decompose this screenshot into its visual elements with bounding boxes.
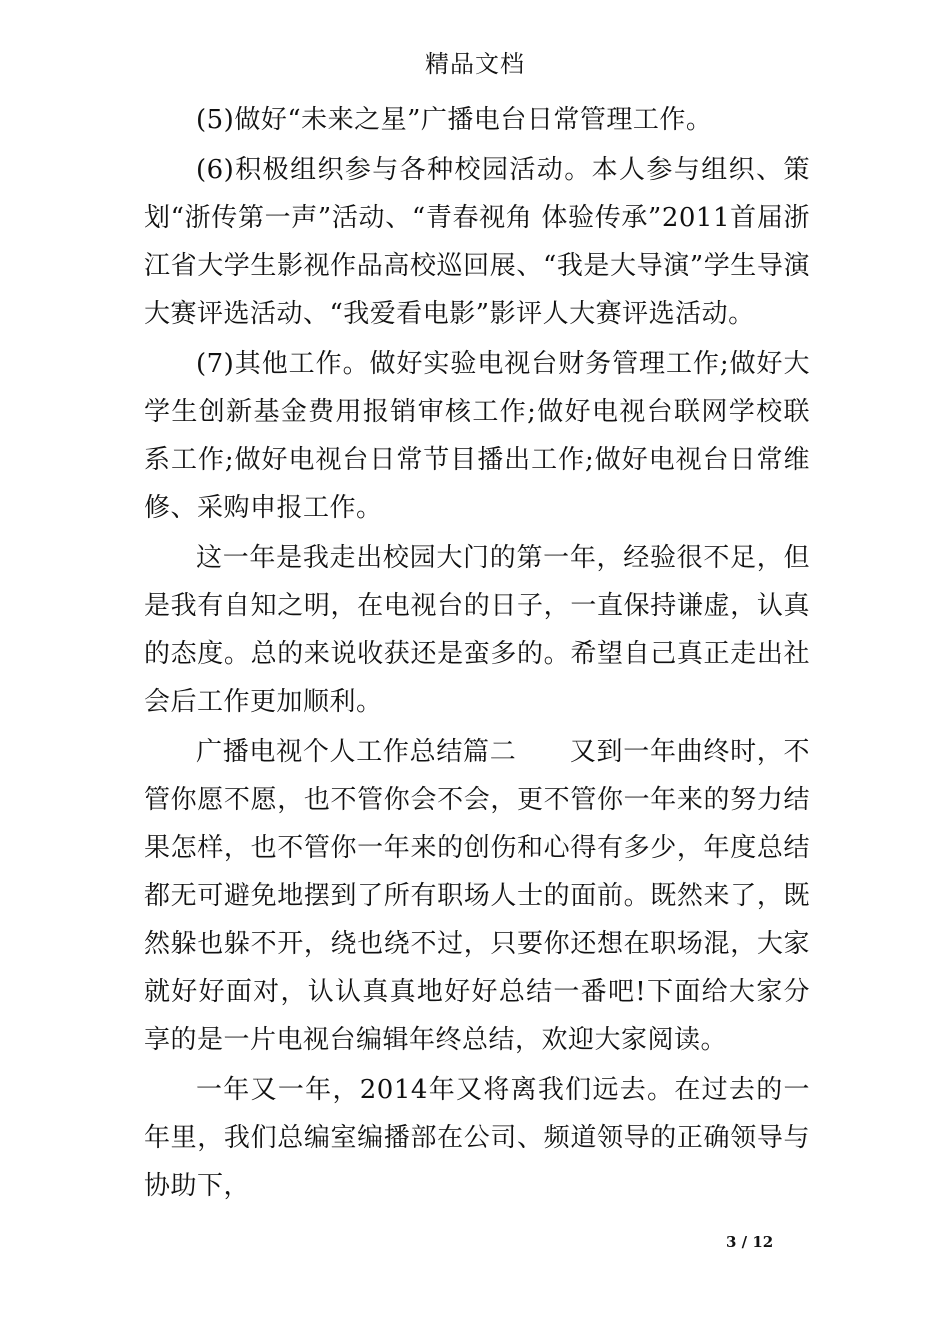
paragraph-part-two: 广播电视个人工作总结篇二 又到一年曲终时，不管你愿不愿，也不管你会不会，更不管你一年来的努力结果怎样，也不管你一年来的创伤和心得有多少，年度总结都无可避免地摆到了所有职场人士的面前。既然来了，既然躲也躲不开，绕也绕不过，只要你还想在职场混，大家就好好面对，认认真真地好好总结一番吧!下面给大家分享的是一片电视台编辑年终总结，欢迎大家阅读。: [144, 737, 810, 1056]
page-number: 3 / 12: [726, 1233, 774, 1251]
paragraph-7: (7)其他工作。做好实验电视台财务管理工作;做好大学生创新基金费用报销审核工作;做好电视台联网学校联系工作;做好电视台日常节目播出工作;做好电视台日常维修、采购申报工作。: [144, 349, 810, 524]
document-body: [144, 96, 810, 1212]
paragraph-6: (6)积极组织参与各种校园活动。本人参与组织、策划“浙传第一声”活动、“青春视角 体验传承”2011首届浙江省大学生影视作品高校巡回展、“我是大导演”学生导演大赛评选活动、“我爱看电影”影评人大赛评选活动。: [144, 155, 810, 330]
page-header: 精品文档: [425, 50, 525, 78]
paragraph-5: (5)做好“未来之星”广播电台日常管理工作。: [196, 105, 713, 135]
paragraph-reflection: 这一年是我走出校园大门的第一年，经验很不足，但是我有自知之明，在电视台的日子，一直保持谦虚，认真的态度。总的来说收获还是蛮多的。希望自己真正走出社会后工作更加顺利。: [144, 543, 810, 718]
paragraph-year-review: 一年又一年，2014年又将离我们远去。在过去的一年里，我们总编室编播部在公司、频道领导的正确领导与协助下，: [144, 1075, 810, 1202]
